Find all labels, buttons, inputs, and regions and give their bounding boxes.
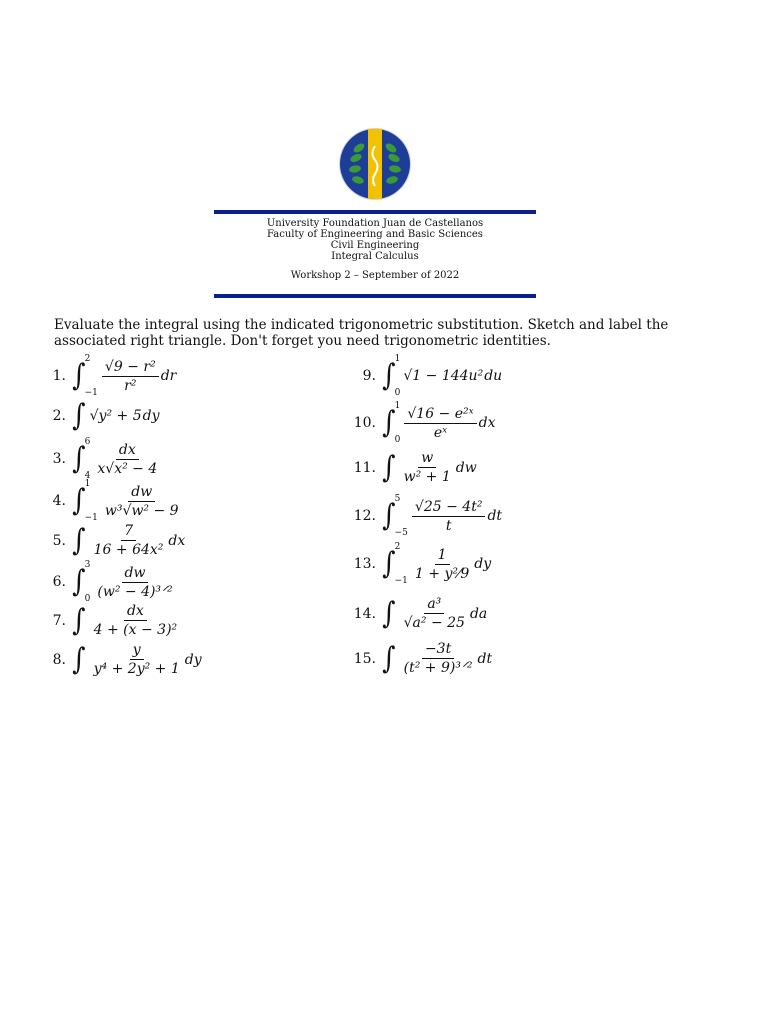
workshop-title: Workshop 2 – September of 2022 <box>290 270 460 281</box>
problem-7: 7. ∫ $\frac{dx}{\text{4 + (x − 3)²}}$ <box>40 603 181 638</box>
faculty-name: Faculty of Engineering and Basic Sciences <box>267 229 483 240</box>
integral-sign: ∫ 1 0 <box>382 401 401 445</box>
problem-1: 1. ∫ 2 −1 $\frac{\text{√9 − r²}}{\text{r²}}$ dr <box>52 354 177 398</box>
university-name: University Foundation Juan de Castellanos <box>266 218 484 229</box>
fraction: $\frac{\text{a³}}{\text{√a² − 25}}$ <box>403 596 465 631</box>
header-bottom-rule <box>214 294 536 298</box>
instructions: Evaluate the integral using the indicated trigonometric substitution. Sketch and label the associated right triangle. Don't forget you need trigonometric identities. <box>54 317 669 349</box>
integral-sign: ∫ <box>382 449 396 485</box>
fraction: $\frac{\text{√16 − e²ˣ}}{\text{eˣ}}$ <box>404 406 476 441</box>
fraction: $\frac{w}{\text{w² + 1}}$ <box>403 450 451 485</box>
document-header <box>214 218 536 281</box>
problem-6: 6. ∫ 3 0 $\frac{dw}{\text{(w² − 4)³ᐟ²}}$ <box>40 563 177 601</box>
fraction: $\frac{y}{\text{y⁴ + 2y² + 1}}$ <box>93 642 180 677</box>
problem-3: 3. ∫ 6 4 $\frac{dx}{\text{x√x² − 4}}$ <box>40 440 161 478</box>
integral-sign: ∫ 3 0 <box>72 560 91 604</box>
fraction: $\frac{dx}{\text{x√x² − 4}}$ <box>97 441 158 477</box>
integral-sign: ∫ 6 4 <box>72 437 91 481</box>
program-name: Civil Engineering <box>330 240 420 251</box>
problem-13: 13. ∫ 2 −1 $\frac{1}{\text{1 + y²⁄9}}$ dy <box>353 542 492 586</box>
integral-sign: ∫ <box>382 595 396 631</box>
university-logo <box>335 124 415 204</box>
fraction: $\frac{\text{√9 − r²}}{\text{r²}}$ <box>102 359 159 394</box>
fraction: $\frac{\text{√25 − 4t²}}{t}$ <box>412 499 486 534</box>
integral-sign: ∫ 2 −1 <box>72 354 98 398</box>
course-name: Integral Calculus <box>331 251 419 262</box>
fraction: $\frac{7}{\text{16 + 64x²}}$ <box>93 523 164 558</box>
integral-sign: ∫ <box>72 641 86 677</box>
problem-4: 4. ∫ 1 −1 $\frac{dw}{\text{w³√w² − 9}}$ <box>40 482 183 520</box>
integral-sign: ∫ <box>382 640 396 676</box>
problem-15: 15. ∫ $\frac{-3t}{\text{(t² + 9)³ᐟ²}}$ dt <box>353 640 493 676</box>
problem-14: 14. ∫ $\frac{\text{a³}}{\text{√a² − 25}}$ da <box>353 595 488 631</box>
integral-sign: ∫ <box>72 398 86 433</box>
integral-sign: ∫ 1 −1 <box>72 479 98 523</box>
integral-sign: ∫ 2 −1 <box>382 542 408 586</box>
fraction: $\frac{dw}{\text{(w² − 4)³ᐟ²}}$ <box>97 564 173 600</box>
problem-10: 10. ∫ 1 0 $\frac{\text{√16 − e²ˣ}}{\text{eˣ}}$ dx <box>353 401 496 445</box>
problem-2: 2. ∫ √y² + 5 dy <box>52 398 160 433</box>
integral-sign: ∫ 5 −5 <box>382 494 408 538</box>
problem-11: 11. ∫ $\frac{w}{\text{w² + 1}}$ dw <box>353 449 477 485</box>
integral-sign: ∫ <box>72 602 86 638</box>
problem-12: 12. ∫ 5 −5 $\frac{\text{√25 − 4t²}}{t}$ dt <box>353 494 503 538</box>
problem-9: 9. ∫ 1 0 √1 − 144u² du <box>362 354 503 398</box>
problem-5: 5. ∫ $\frac{7}{\text{16 + 64x²}}$ dx <box>52 522 186 558</box>
fraction: $\frac{dw}{\text{w³√w² − 9}}$ <box>104 483 179 519</box>
fraction: $\frac{1}{\text{1 + y²⁄9}}$ <box>414 546 470 582</box>
fraction: $\frac{-3t}{\text{(t² + 9)³ᐟ²}}$ <box>403 641 473 676</box>
integral-sign: ∫ 1 0 <box>382 354 401 398</box>
header-top-rule <box>214 210 536 214</box>
problem-8: 8. ∫ $\frac{y}{\text{y⁴ + 2y² + 1}}$ dy <box>52 641 202 677</box>
fraction: $\frac{dx}{\text{4 + (x − 3)²}}$ <box>93 603 178 638</box>
integral-sign: ∫ <box>72 522 86 558</box>
